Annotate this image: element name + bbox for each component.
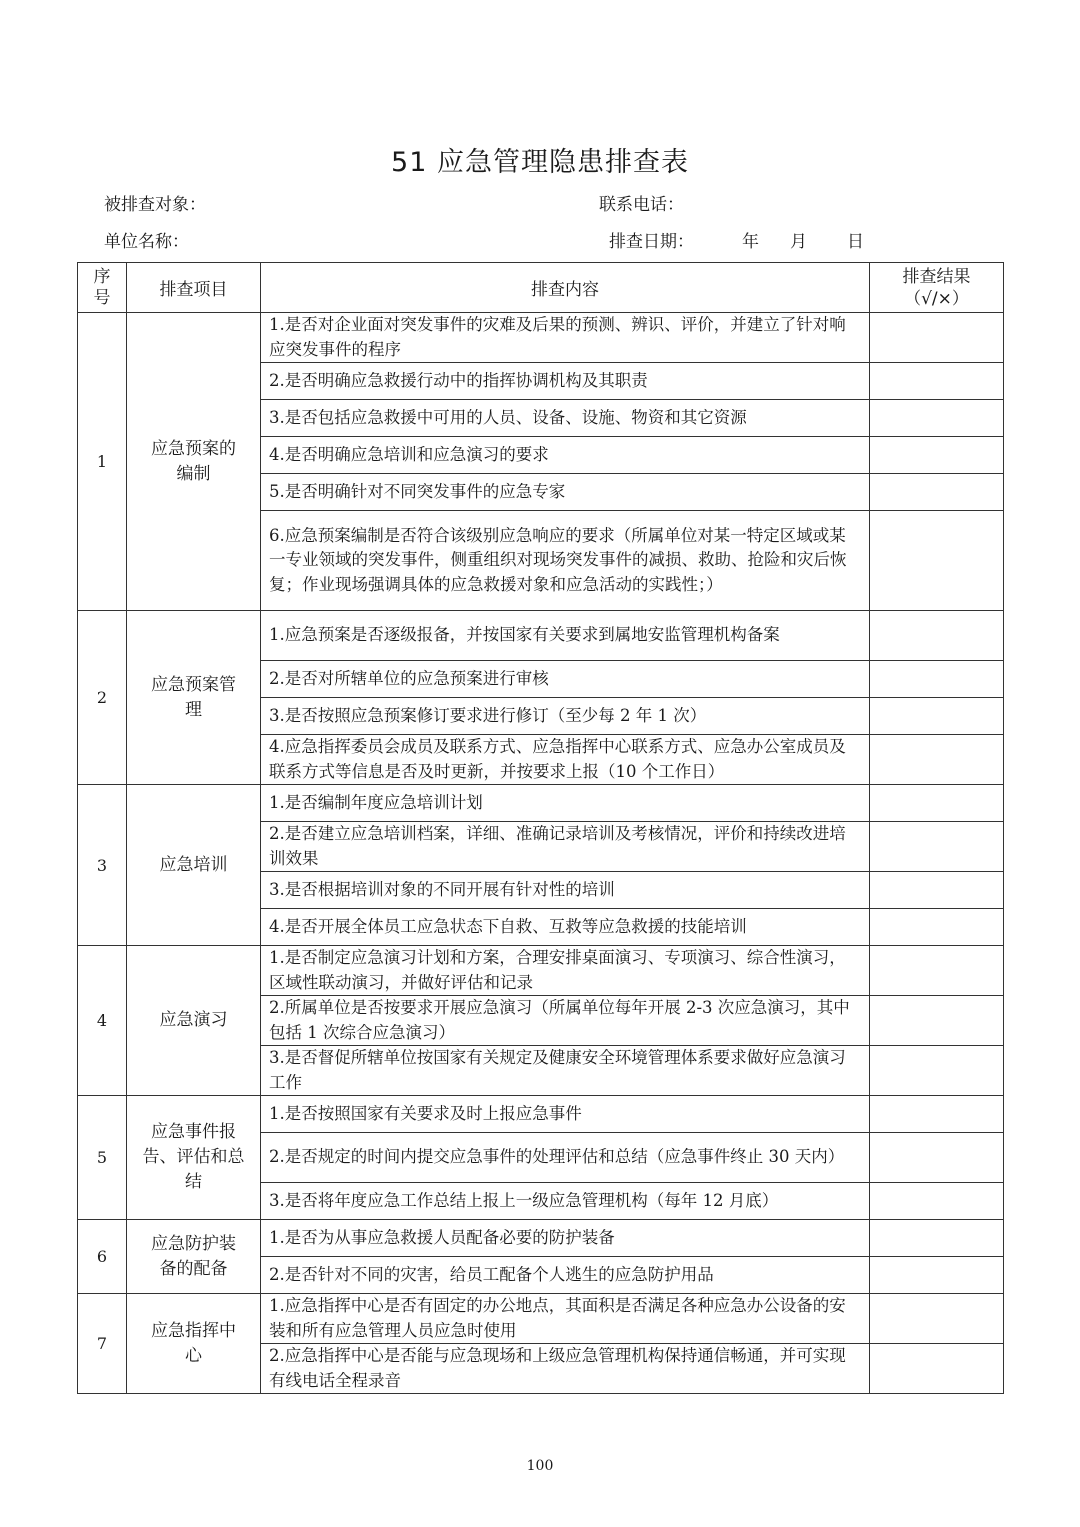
inspection-content: 3.是否包括应急救援中可用的人员、设备、设施、物资和其它资源 [261,400,870,437]
row-number: 1 [78,313,127,611]
result-cell[interactable] [870,363,1004,400]
inspection-table [77,262,1004,1394]
inspection-item [127,1220,261,1294]
table-header-row [78,263,1004,313]
inspection-item-line: 应急培训 [159,854,228,875]
header-no-line-2: 号 [93,287,111,308]
result-cell[interactable] [870,1133,1004,1183]
inspection-item-line: 理 [185,699,202,720]
inspection-content: 2.应急指挥中心是否能与应急现场和上级应急管理机构保持通信畅通，并可实现有线电话全程录音 [261,1344,870,1394]
inspection-content: 1.是否制定应急演习计划和方案，合理安排桌面演习、专项演习、综合性演习，区域性联动演习，并做好评估和记录 [261,946,870,996]
table-row [78,611,1004,661]
inspection-item [127,785,261,946]
inspection-content: 1.是否为从事应急救援人员配备必要的防护装备 [261,1220,870,1257]
target-label: 被排查对象： [104,195,206,215]
inspection-content: 2.是否对所辖单位的应急预案进行审核 [261,661,870,698]
result-cell[interactable] [870,511,1004,611]
header-no-line-1: 序 [93,266,111,287]
inspection-content: 1.是否编制年度应急培训计划 [261,785,870,822]
header-result [870,263,1004,313]
table-row [78,1294,1004,1344]
inspection-content: 2.是否明确应急救援行动中的指挥协调机构及其职责 [261,363,870,400]
inspection-item-line: 心 [185,1345,202,1366]
table-row [78,946,1004,996]
table-row [78,1096,1004,1133]
inspection-item-line: 应急预案管 [151,674,236,695]
inspection-item-line: 告、评估和总 [142,1147,245,1167]
result-cell[interactable] [870,1344,1004,1394]
inspection-content: 4.应急指挥委员会成员及联系方式、应急指挥中心联系方式、应急办公室成员及联系方式等信息是否及时更新，并按要求上报（10 个工作日） [261,735,870,785]
header-item: 排查项目 [127,263,261,313]
table-row [78,313,1004,363]
date-month: 月 [790,232,807,252]
inspection-item-line: 结 [185,1172,202,1192]
row-number: 7 [78,1294,127,1394]
result-cell[interactable] [870,1257,1004,1294]
inspection-content: 4.是否开展全体员工应急状态下自救、互救等应急救援的技能培训 [261,909,870,946]
header-result-line-2: （√/×） [904,288,969,309]
row-number: 2 [78,611,127,785]
phone-label: 联系电话： [599,195,684,215]
table-row [78,785,1004,822]
row-number: 3 [78,785,127,946]
inspection-item [127,1294,261,1394]
row-number: 5 [78,1096,127,1220]
page-number: 100 [526,1458,554,1474]
inspection-content: 2.所属单位是否按要求开展应急演习（所属单位每年开展 2-3 次应急演习，其中包括 1 次综合应急演习） [261,996,870,1046]
header-result-line-1: 排查结果 [902,266,971,287]
result-cell[interactable] [870,1096,1004,1133]
inspection-item-line: 应急演习 [159,1010,228,1030]
row-number: 4 [78,946,127,1096]
row-number: 6 [78,1220,127,1294]
page-title: 51 应急管理隐患排查表 [391,147,689,178]
header-content: 排查内容 [261,263,870,313]
result-cell[interactable] [870,996,1004,1046]
result-cell[interactable] [870,909,1004,946]
inspection-content: 1.是否对企业面对突发事件的灾难及后果的预测、辨识、评价，并建立了针对响应突发事件的程序 [261,313,870,363]
result-cell[interactable] [870,1183,1004,1220]
result-cell[interactable] [870,698,1004,735]
inspection-content: 2.是否针对不同的灾害，给员工配备个人逃生的应急防护用品 [261,1257,870,1294]
inspection-content: 4.是否明确应急培训和应急演习的要求 [261,437,870,474]
result-cell[interactable] [870,661,1004,698]
inspection-item [127,1096,261,1220]
inspection-item-line: 应急指挥中 [151,1320,236,1341]
result-cell[interactable] [870,1220,1004,1257]
result-cell[interactable] [870,1294,1004,1344]
inspection-item-line: 应急防护装 [151,1233,236,1254]
inspection-content: 3.是否按照应急预案修订要求进行修订（至少每 2 年 1 次） [261,698,870,735]
unit-label: 单位名称： [104,232,189,252]
inspection-content: 6.应急预案编制是否符合该级别应急响应的要求（所属单位对某一特定区域或某一专业领域的突发事件，侧重组织对现场突发事件的减损、救助、抢险和灾后恢复；作业现场强调具体的应急救援对象和应急活动的实践性；） [261,511,870,611]
inspection-content: 3.是否督促所辖单位按国家有关规定及健康安全环境管理体系要求做好应急演习工作 [261,1046,870,1096]
table-row [78,1220,1004,1257]
header-no [78,263,127,313]
result-cell[interactable] [870,1046,1004,1096]
result-cell[interactable] [870,611,1004,661]
result-cell[interactable] [870,735,1004,785]
date-year: 年 [742,232,759,252]
inspection-content: 3.是否将年度应急工作总结上报上一级应急管理机构（每年 12 月底） [261,1183,870,1220]
inspection-content: 3.是否根据培训对象的不同开展有针对性的培训 [261,872,870,909]
result-cell[interactable] [870,313,1004,363]
inspection-content: 1.是否按照国家有关要求及时上报应急事件 [261,1096,870,1133]
inspection-content: 5.是否明确针对不同突发事件的应急专家 [261,474,870,511]
result-cell[interactable] [870,437,1004,474]
inspection-content: 1.应急预案是否逐级报备，并按国家有关要求到属地安监管理机构备案 [261,611,870,661]
inspection-item-line: 备的配备 [159,1258,228,1279]
result-cell[interactable] [870,785,1004,822]
inspection-content: 2.是否建立应急培训档案，详细、准确记录培训及考核情况，评价和持续改进培训效果 [261,822,870,872]
result-cell[interactable] [870,872,1004,909]
result-cell[interactable] [870,822,1004,872]
result-cell[interactable] [870,400,1004,437]
inspection-content: 1.应急指挥中心是否有固定的办公地点，其面积是否满足各种应急办公设备的安装和所有应急管理人员应急时使用 [261,1294,870,1344]
date-day: 日 [847,232,864,252]
inspection-item-line: 应急事件报 [151,1122,236,1142]
date-label: 排查日期： [609,232,694,252]
result-cell[interactable] [870,474,1004,511]
inspection-item-line: 应急预案的 [151,438,236,459]
inspection-item [127,313,261,611]
inspection-item-line: 编制 [176,463,211,484]
inspection-item [127,946,261,1096]
inspection-item [127,611,261,785]
result-cell[interactable] [870,946,1004,996]
inspection-content: 2.是否规定的时间内提交应急事件的处理评估和总结（应急事件终止 30 天内） [261,1133,870,1183]
